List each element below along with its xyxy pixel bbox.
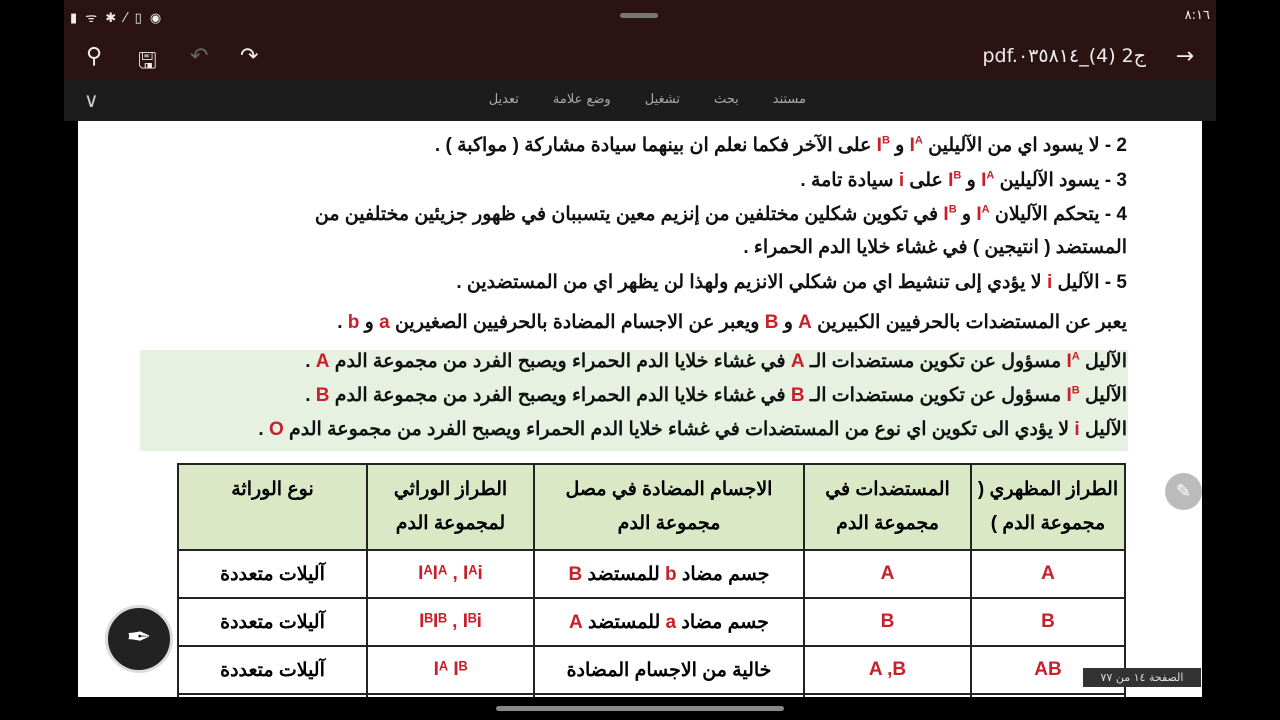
text-segment: في تكوين شكلين مختلفين من إنزيم معين يتسببان في ظهور جزيئين مختلفين من [314, 204, 944, 225]
redo-icon[interactable]: ↷ [240, 44, 259, 69]
menu-mark[interactable]: وضع علامة [552, 92, 611, 107]
inheritance-cell: آليلات متعددة [178, 598, 367, 646]
text-segment: الآليل [1079, 351, 1127, 372]
chevron-down-icon[interactable]: ∨ [84, 88, 99, 112]
text-segment: 3 - يسود الآليلين [994, 170, 1127, 191]
antibody-target: B [568, 563, 583, 585]
highlight-letter: A [798, 312, 812, 333]
allele-symbol: $I^A$ [976, 203, 990, 225]
text-line [305, 384, 1127, 407]
highlight-letter: A [315, 351, 330, 372]
allele-superscript: A [981, 203, 990, 216]
text-line [258, 418, 1127, 441]
text-segment: و [961, 170, 982, 191]
highlight-letter: O [268, 419, 284, 440]
antibody-text: جسم مضاد [676, 611, 769, 633]
highlight-letter: B [790, 385, 805, 406]
clock: ٨:١٦ [1184, 8, 1210, 23]
text-segment: يعبر عن المستضدات بالحرفيين الكبيرين [811, 312, 1127, 333]
text-segment: في غشاء خلايا الدم الحمراء ويصبح الفرد من مجموعة الدم [329, 385, 791, 406]
pdf-page[interactable] [78, 121, 1202, 697]
page-indicator: الصفحة ١٤ من ٧٧ [1083, 668, 1201, 687]
text-segment: مسؤول عن تكوين مستضدات الـ [804, 351, 1067, 372]
status-icons: ▮ ᯤ ✱ ⁄ ▯ ◉ [70, 11, 164, 26]
highlight-letter: a [379, 312, 390, 333]
genotype-cell: Iᴬ Iᴮ [367, 646, 534, 694]
back-icon[interactable]: → [1175, 44, 1194, 69]
text-segment: . [337, 312, 348, 333]
inheritance-cell: آليلات متعددة [178, 646, 367, 694]
highlight-letter: i [1074, 419, 1080, 440]
menu-bar [64, 80, 1216, 121]
allele-symbol: $I^B$ [943, 203, 957, 225]
genotype-cell: IᴬIᴬ , Iᴬi [367, 550, 534, 598]
highlight-letter: B [764, 312, 779, 333]
allele-superscript: A [1071, 350, 1080, 363]
header-antibodies: الاجسام المضادة في مصل مجموعة الدم [534, 464, 804, 550]
header-antigens: المستضدات في مجموعة الدم [804, 464, 971, 550]
text-line [315, 203, 1127, 226]
highlight-letter: A [790, 351, 805, 372]
antigens-cell: B [804, 598, 971, 646]
allele-superscript: A [986, 169, 995, 182]
status-bar [64, 0, 1216, 34]
allele-symbol: $I^A$ [909, 134, 923, 156]
text-segment: و [956, 204, 977, 225]
allele-symbol: $I^B$ [948, 169, 962, 191]
table-row [178, 550, 1125, 598]
text-segment: في غشاء خلايا الدم الحمراء ويصبح الفرد من مجموعة الدم [329, 351, 791, 372]
share-icon[interactable]: ⚲ [86, 44, 103, 69]
text-line [435, 134, 1127, 157]
genotype-cell: IᴮIᴮ , Iᴮi [367, 598, 534, 646]
text-segment: 2 - لا يسود اي من الآليلين [922, 135, 1127, 156]
antigens-cell: A [804, 550, 971, 598]
highlight-letter: i [1046, 272, 1053, 293]
document-title: pdf.٠٣٥٨١٤_(4) 2ج [982, 45, 1146, 67]
header-inheritance: نوع الوراثة [178, 464, 367, 550]
text-segment: . [305, 385, 316, 406]
text-segment: لا يؤدي الى تكوين اي نوع من المستضدات في غشاء خلايا الدم الحمراء ويصبح الفرد من مجموعة الدم [283, 419, 1075, 440]
allele-superscript: B [1071, 384, 1080, 397]
allele-superscript: B [948, 203, 957, 216]
antibody-cell [534, 646, 804, 694]
blood-group-table [177, 463, 1126, 697]
antibody-letter: b [665, 563, 677, 585]
antibody-letter: a [665, 611, 677, 633]
allele-superscript: B [881, 134, 890, 147]
menu-search[interactable]: بحث [713, 92, 739, 107]
text-segment: على [904, 170, 949, 191]
home-indicator[interactable] [496, 706, 784, 711]
menu-edit[interactable]: تعديل [488, 92, 519, 107]
menu-document[interactable]: مستند [772, 92, 806, 107]
inheritance-cell: آليلات متعددة [178, 550, 367, 598]
text-line [337, 311, 1127, 334]
text-segment: الآليل [1079, 385, 1127, 406]
header-phenotype: الطراز المظهري ( مجموعة الدم ) [971, 464, 1125, 550]
text-segment: مسؤول عن تكوين مستضدات الـ [804, 385, 1067, 406]
antibody-cell [534, 598, 804, 646]
allele-symbol: $I^B$ [876, 134, 890, 156]
antibody-text: للمستضد [582, 611, 666, 633]
antibody-text: للمستضد [582, 563, 666, 585]
edit-pencil-button[interactable]: ✎ [1165, 473, 1202, 510]
phenotype-cell: B [971, 598, 1125, 646]
menu-play[interactable]: تشغيل [644, 92, 680, 107]
phenotype-cell: AB [971, 646, 1125, 694]
text-segment: ويعبر عن الاجسام المضادة بالحرفيين الصغيرين [389, 312, 765, 333]
text-segment: و [778, 312, 799, 333]
text-segment: المستضد ( انتيجين ) في غشاء خلايا الدم الحمراء . [743, 237, 1127, 258]
text-segment: سيادة تامة . [800, 170, 899, 191]
table-row [178, 646, 1125, 694]
highlight-letter: B [315, 385, 330, 406]
text-segment: على الآخر فكما نعلم ان بينهما سيادة مشاركة ( مواكبة ) . [434, 135, 877, 156]
text-segment: 5 - الآليل [1052, 272, 1127, 293]
highlight-letter: i [898, 170, 905, 191]
text-line [800, 169, 1127, 192]
text-line [305, 350, 1127, 373]
highlight-letter: b [347, 312, 360, 333]
text-line [743, 236, 1127, 259]
header-genotype: الطراز الوراثي لمجموعة الدم [367, 464, 534, 550]
text-segment: لا يؤدي إلى تنشيط اي من شكلي الانزيم ولهذا لن يظهر اي من المستضدين . [456, 272, 1047, 293]
allele-superscript: A [914, 134, 923, 147]
toolbar [64, 34, 1216, 80]
text-line [456, 271, 1127, 294]
allele-symbol: $I^B$ [1066, 384, 1080, 406]
text-segment: 4 - يتحكم الآليلان [989, 204, 1127, 225]
text-segment: . [258, 419, 269, 440]
table-row [178, 598, 1125, 646]
drag-handle[interactable] [620, 13, 658, 18]
antibody-target: A [569, 611, 583, 633]
antibody-cell [534, 550, 804, 598]
allele-superscript: B [953, 169, 962, 182]
phenotype-cell: A [971, 550, 1125, 598]
text-segment: و [359, 312, 380, 333]
text-segment: الآليل [1079, 419, 1127, 440]
undo-icon[interactable]: ↶ [190, 44, 209, 69]
text-segment: . [305, 351, 316, 372]
allele-symbol: $I^A$ [1066, 350, 1080, 372]
save-icon[interactable]: 🖫 [138, 49, 157, 74]
text-segment: و [889, 135, 910, 156]
pen-tool-button[interactable]: ✒ [105, 605, 173, 673]
antigens-cell: A ,B [804, 646, 971, 694]
antibody-text: خالية من الاجسام المضادة [566, 659, 772, 681]
antibody-text: جسم مضاد [676, 563, 770, 585]
allele-symbol: $I^A$ [981, 169, 995, 191]
